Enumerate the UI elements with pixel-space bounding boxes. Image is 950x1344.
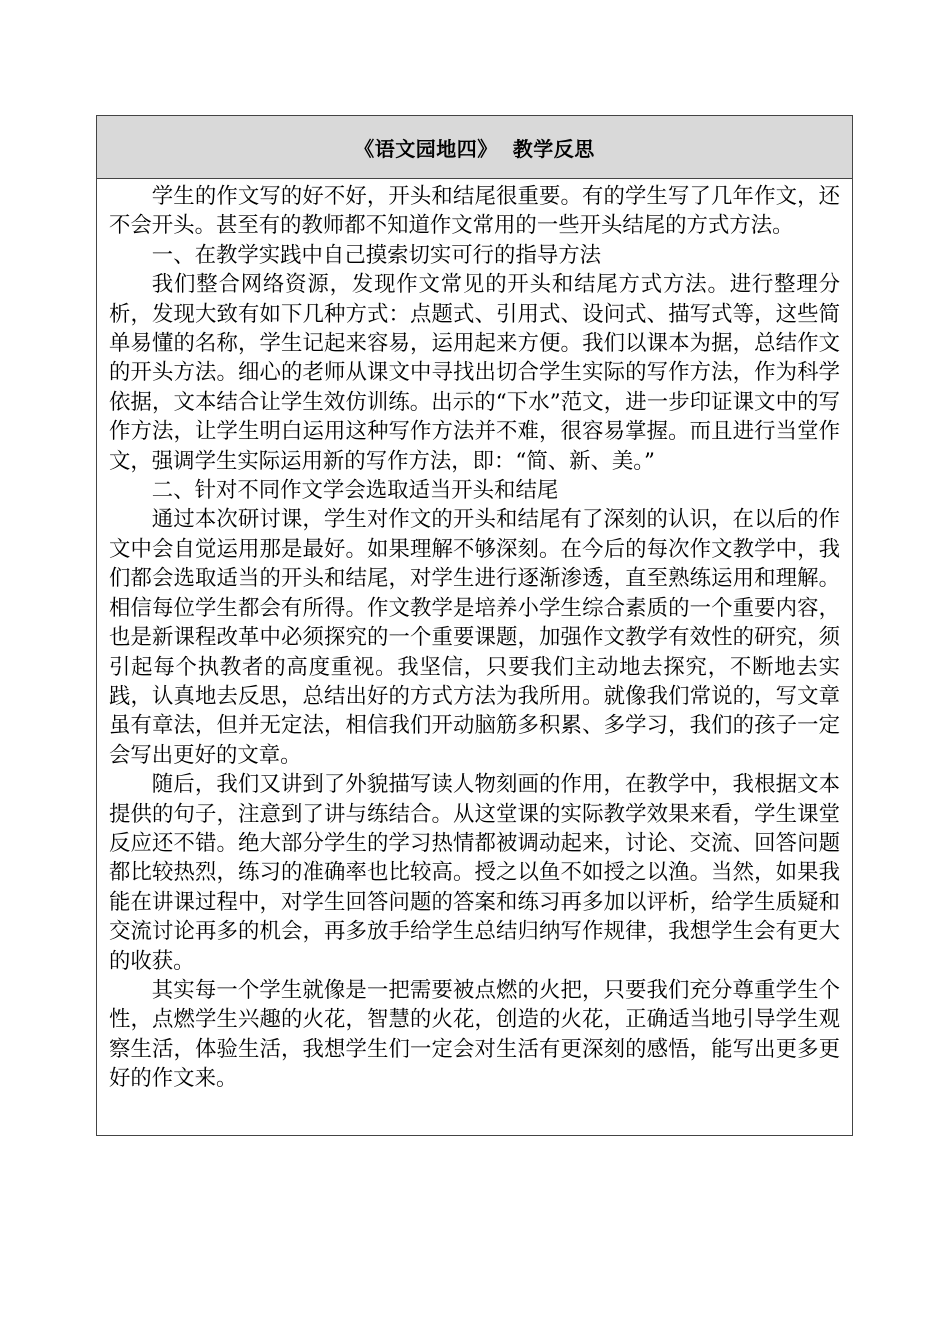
paragraph-section-2: 通过本次研讨课，学生对作文的开头和结尾有了深刻的认识，在以后的作文中会自觉运用那是最好。如果理解不够深刻。在今后的每次作文教学中，我们都会选取适当的开头和结尾，对学生进行逐渐渗透，直至熟练运用和理解。相信每位学生都会有所得。作文教学是培养小学生综合素质的一个重要内容，也是新课程改革中必须探究的一个重要课题，加强作文教学有效性的研究，须引起每个执教者的高度重视。我坚信，只要我们主动地去探究，不断地去实践，认真地去反思，总结出好的方式方法为我所用。就像我们常说的，写文章虽有章法，但并无定法，相信我们开动脑筋多积累、多学习，我们的孩子一定会写出更好的文章。	[109, 507, 840, 768]
title-cell	[97, 116, 852, 179]
section-heading-2: 二、针对不同作文学会选取适当开头和结尾	[151, 478, 559, 504]
document-title: 《语文园地四》 教学反思	[354, 136, 595, 161]
content-cell	[97, 179, 852, 1094]
paragraph-follow-up: 随后，我们又讲到了外貌描写读人物刻画的作用，在教学中，我根据文本提供的句子，注意到了讲与练结合。从这堂课的实际教学效果来看，学生课堂反应还不错。绝大部分学生的学习热情都被调动起来，讨论、交流、回答问题都比较热烈，练习的准确率也比较高。授之以鱼不如授之以渔。当然，如果我能在讲课过程中，对学生回答问题的答案和练习再多加以评析，给学生质疑和交流讨论再多的机会，再多放手给学生总结归纳写作规律，我想学生会有更大的收获。	[109, 772, 840, 974]
paragraph-section-1: 我们整合网络资源，发现作文常见的开头和结尾方式方法。进行整理分析，发现大致有如下几种方式：点题式、引用式、设问式、描写式等，这些简单易懂的名称，学生记起来容易，运用起来方便。我们以课本为据，总结作文的开头方法。细心的老师从课文中寻找出切合学生实际的写作方法，作为科学依据，文本结合让学生效仿训练。出示的“下水”范文，进一步印证课文中的写作方法，让学生明白运用这种写作方法并不难，很容易掌握。而且进行当堂作文，强调学生实际运用新的写作方法，即：“简、新、美。”	[109, 272, 840, 474]
section-heading-1: 一、在教学实践中自己摸索切实可行的指导方法	[151, 242, 602, 268]
reflection-table	[96, 115, 853, 1136]
paragraph-intro: 学生的作文写的好不好，开头和结尾很重要。有的学生写了几年作文，还不会开头。甚至有的教师都不知道作文常用的一些开头结尾的方式方法。	[109, 184, 840, 239]
paragraph-conclusion: 其实每一个学生就像是一把需要被点燃的火把，只要我们充分尊重学生个性，点燃学生兴趣的火花，智慧的火花，创造的火花，正确适当地引导学生观察生活，体验生活，我想学生们一定会对生活有更深刻的感悟，能写出更多更好的作文来。	[109, 977, 840, 1092]
